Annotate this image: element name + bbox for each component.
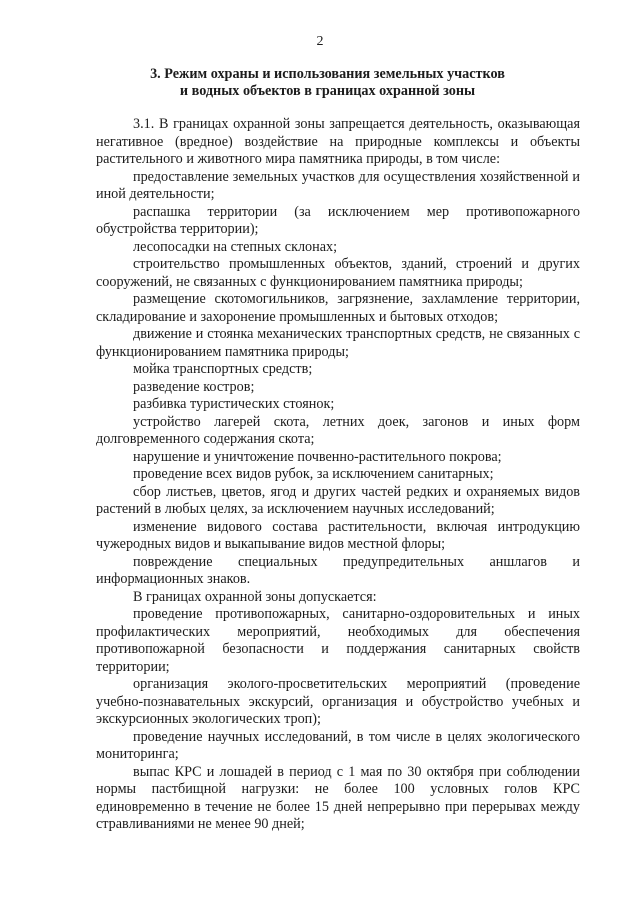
body-text — [96, 116, 580, 834]
section-heading — [100, 66, 555, 100]
list-item: выпас КРС и лошадей в период с 1 мая по 30 октября при соблюдении нормы пастбищной нагрузки: не более 100 условных голов КРС единовременно в течение не более 15 дней непрерывно при перерывах между стравливаниями не менее 90 дней; — [96, 763, 580, 832]
list-item: предоставление земельных участков для осуществления хозяйственной и иной деятельности; — [96, 168, 580, 202]
section-heading-line-1: 3. Режим охраны и использования земельных участков — [150, 66, 505, 82]
list-item: изменение видового состава растительности, включая интродукцию чужеродных видов и выкапывание видов местной флоры; — [96, 518, 580, 552]
list-item: проведение всех видов рубок, за исключением санитарных; — [133, 466, 494, 482]
section-heading-line-2: и водных объектов в границах охранной зоны — [179, 83, 476, 99]
allowed-activities-intro: В границах охранной зоны допускается: — [133, 588, 377, 605]
list-item: нарушение и уничтожение почвенно-растительного покрова; — [133, 448, 502, 465]
list-item: проведение противопожарных, санитарно-оздоровительных и иных профилактических мероприятий, необходимых для обеспечения противопожарной безопасности и поддержания санитарных свойств территории; — [96, 606, 580, 675]
list-item: мойка транспортных средств; — [133, 361, 313, 377]
list-item: разбивка туристических стоянок; — [133, 396, 335, 412]
page-number: 2 — [316, 34, 324, 49]
list-item: лесопосадки на степных склонах; — [133, 238, 338, 255]
list-item: устройство лагерей скота, летних доек, загонов и иных форм долговременного содержания скота; — [96, 413, 580, 447]
list-item: разведение костров; — [133, 378, 255, 395]
list-item: проведение научных исследований, в том числе в целях экологического мониторинга; — [96, 728, 580, 762]
list-item: сбор листьев, цветов, ягод и других частей редких и охраняемых видов растений в любых целях, за исключением научных исследований; — [96, 483, 580, 517]
list-item: движение и стоянка механических транспортных средств, не связанных с функционированием памятника природы; — [96, 326, 580, 360]
list-item: повреждение специальных предупредительных аншлагов и информационных знаков. — [96, 553, 580, 587]
list-item: распашка территории (за исключением мер противопожарного обустройства территории); — [96, 203, 580, 237]
list-item: организация эколого-просветительских мероприятий (проведение учебно-познавательных экскурсий, организация и обустройство учебных и экскурсионных экологических троп); — [96, 676, 580, 727]
paragraph-intro: 3.1. В границах охранной зоны запрещается деятельность, оказывающая негативное (вредное) воздействие на природные комплексы и объекты растительного и животного мира памятника природы, в том числе: — [96, 116, 580, 167]
list-item: размещение скотомогильников, загрязнение, захламление территории, складирование и захоронение промышленных и бытовых отходов; — [96, 291, 580, 325]
list-item: строительство промышленных объектов, зданий, строений и других сооружений, не связанных с функционированием памятника природы; — [96, 256, 580, 290]
